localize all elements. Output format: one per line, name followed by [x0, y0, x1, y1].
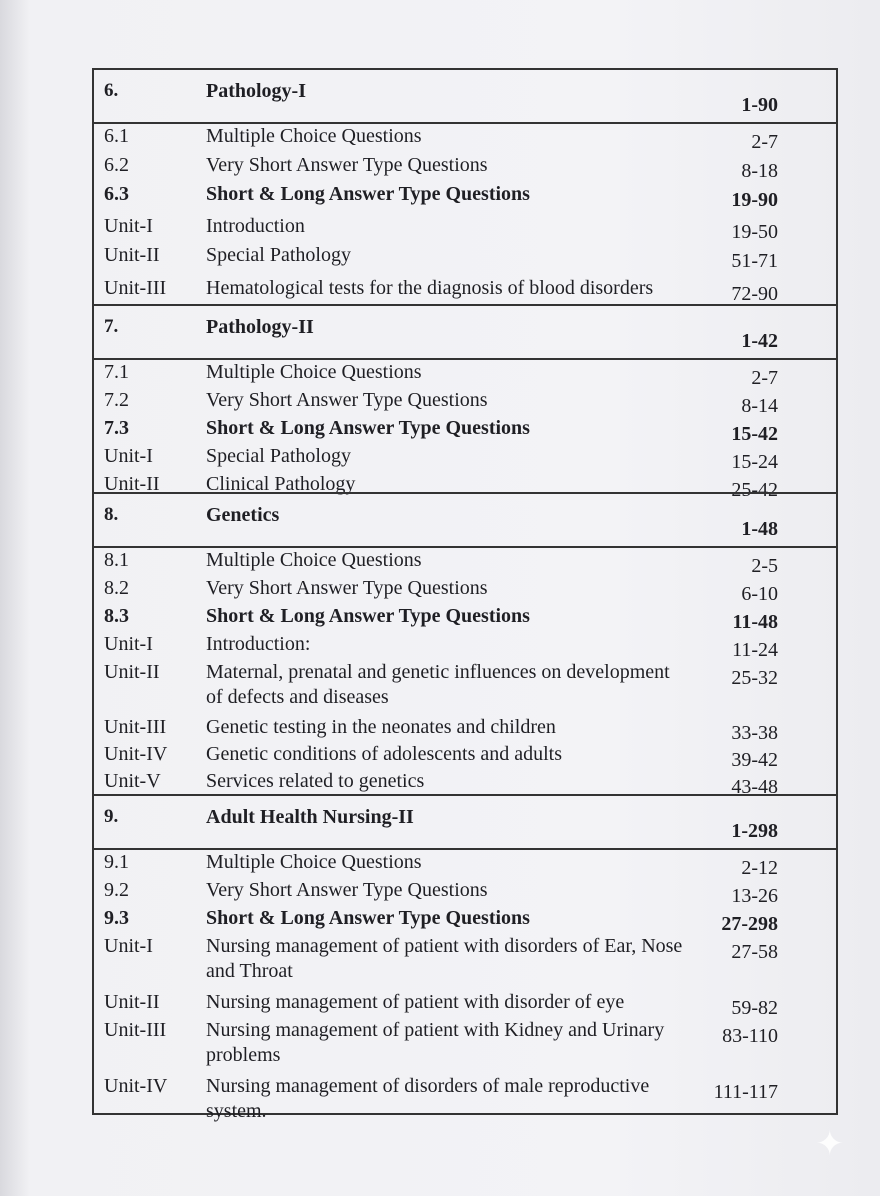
item-number: 7.1 — [104, 361, 129, 383]
item-description: Very Short Answer Type Questions — [206, 577, 488, 599]
item-number: Unit-III — [104, 1019, 167, 1041]
item-number: Unit-I — [104, 215, 153, 237]
section-genetics — [94, 492, 836, 798]
section-pages: 1-90 — [741, 94, 778, 116]
item-pages: 33-38 — [731, 722, 778, 744]
item-pages: 111-117 — [713, 1081, 778, 1103]
item-number: Unit-I — [104, 935, 153, 957]
item-number: Unit-IV — [104, 743, 168, 765]
item-number: 8.1 — [104, 549, 129, 571]
item-description: Multiple Choice Questions — [206, 361, 422, 383]
item-number: 9.1 — [104, 851, 129, 873]
sparkle-icon: ✦ — [815, 1126, 844, 1163]
item-pages: 83-110 — [722, 1025, 778, 1047]
item-pages: 51-71 — [731, 250, 778, 272]
item-pages: 15-42 — [731, 423, 778, 445]
item-description: Short & Long Answer Type Questions — [206, 605, 530, 627]
item-description: Services related to genetics — [206, 770, 425, 792]
section-header — [94, 492, 836, 548]
item-number: 8.2 — [104, 577, 129, 599]
item-pages: 19-50 — [731, 221, 778, 243]
item-number: Unit-V — [104, 770, 161, 792]
item-number: 7.2 — [104, 389, 129, 411]
section-title: Adult Health Nursing-II — [206, 806, 414, 828]
item-pages: 25-32 — [731, 667, 778, 689]
item-number: 7.3 — [104, 417, 129, 439]
item-description: Nursing management of patient with disorders of Ear, Nose and Throat — [206, 935, 683, 982]
item-pages: 72-90 — [731, 283, 778, 305]
item-description: Hematological tests for the diagnosis of blood disorders — [206, 277, 654, 299]
item-description: Very Short Answer Type Questions — [206, 389, 488, 411]
item-number: Unit-IV — [104, 1075, 168, 1097]
item-pages: 8-18 — [741, 160, 778, 182]
item-description: Introduction: — [206, 633, 311, 655]
item-number: Unit-III — [104, 277, 167, 299]
section-title: Pathology-I — [206, 80, 306, 102]
item-number: 6.1 — [104, 125, 129, 147]
item-number: 8.3 — [104, 605, 129, 627]
item-pages: 2-7 — [751, 131, 778, 153]
item-pages: 27-58 — [731, 941, 778, 963]
item-description: Maternal, prenatal and genetic influences on development of defects and diseases — [206, 661, 670, 708]
section-number: 6. — [104, 80, 119, 101]
section-pages: 1-48 — [741, 518, 778, 540]
contents-table — [92, 68, 838, 1122]
item-number: Unit-II — [104, 991, 160, 1013]
item-pages: 13-26 — [731, 885, 778, 907]
section-number: 8. — [104, 504, 119, 525]
item-pages: 6-10 — [741, 583, 778, 605]
item-pages: 25-42 — [731, 479, 778, 501]
item-description: Special Pathology — [206, 244, 351, 266]
item-pages: 19-90 — [731, 189, 778, 211]
item-description: Very Short Answer Type Questions — [206, 154, 488, 176]
section-adult-health-nursing-2 — [94, 794, 836, 1122]
section-header — [94, 68, 836, 124]
item-number: 6.3 — [104, 183, 129, 205]
item-description: Multiple Choice Questions — [206, 125, 422, 147]
section-pathology-2 — [94, 304, 836, 501]
item-number: Unit-II — [104, 244, 160, 266]
item-number: Unit-II — [104, 661, 160, 683]
item-pages: 2-7 — [751, 367, 778, 389]
item-pages: 27-298 — [721, 913, 778, 935]
item-description: Short & Long Answer Type Questions — [206, 183, 530, 205]
item-pages: 2-5 — [751, 555, 778, 577]
item-pages: 59-82 — [731, 997, 778, 1019]
item-description: Nursing management of patient with Kidney and Urinary problems — [206, 1019, 665, 1066]
section-pages: 1-42 — [741, 330, 778, 352]
item-description: Multiple Choice Questions — [206, 851, 422, 873]
item-description: Introduction — [206, 215, 305, 237]
section-header — [94, 304, 836, 360]
item-number: Unit-II — [104, 473, 160, 495]
item-number: 6.2 — [104, 154, 129, 176]
item-pages: 11-24 — [732, 639, 778, 661]
item-description: Multiple Choice Questions — [206, 549, 422, 571]
section-title: Pathology-II — [206, 316, 314, 338]
item-number: 9.2 — [104, 879, 129, 901]
item-number: 9.3 — [104, 907, 129, 929]
item-pages: 11-48 — [732, 611, 778, 633]
item-number: Unit-I — [104, 633, 153, 655]
item-description: Special Pathology — [206, 445, 351, 467]
section-pathology-1 — [94, 68, 836, 305]
section-header — [94, 794, 836, 850]
item-pages: 39-42 — [731, 749, 778, 771]
item-description: Nursing management of disorders of male reproductive system. — [206, 1075, 650, 1122]
section-number: 7. — [104, 316, 119, 337]
item-pages: 43-48 — [731, 776, 778, 798]
section-number: 9. — [104, 806, 119, 827]
item-pages: 8-14 — [741, 395, 778, 417]
section-pages: 1-298 — [731, 820, 778, 842]
item-description: Clinical Pathology — [206, 473, 356, 495]
item-description: Nursing management of patient with disorder of eye — [206, 991, 625, 1013]
item-number: Unit-III — [104, 716, 167, 738]
item-description: Short & Long Answer Type Questions — [206, 417, 530, 439]
item-pages: 2-12 — [741, 857, 778, 879]
item-description: Genetic conditions of adolescents and adults — [206, 743, 563, 765]
item-pages: 15-24 — [731, 451, 778, 473]
item-description: Genetic testing in the neonates and children — [206, 716, 556, 738]
item-number: Unit-I — [104, 445, 153, 467]
item-description: Very Short Answer Type Questions — [206, 879, 488, 901]
item-description: Short & Long Answer Type Questions — [206, 907, 530, 929]
section-title: Genetics — [206, 504, 280, 526]
